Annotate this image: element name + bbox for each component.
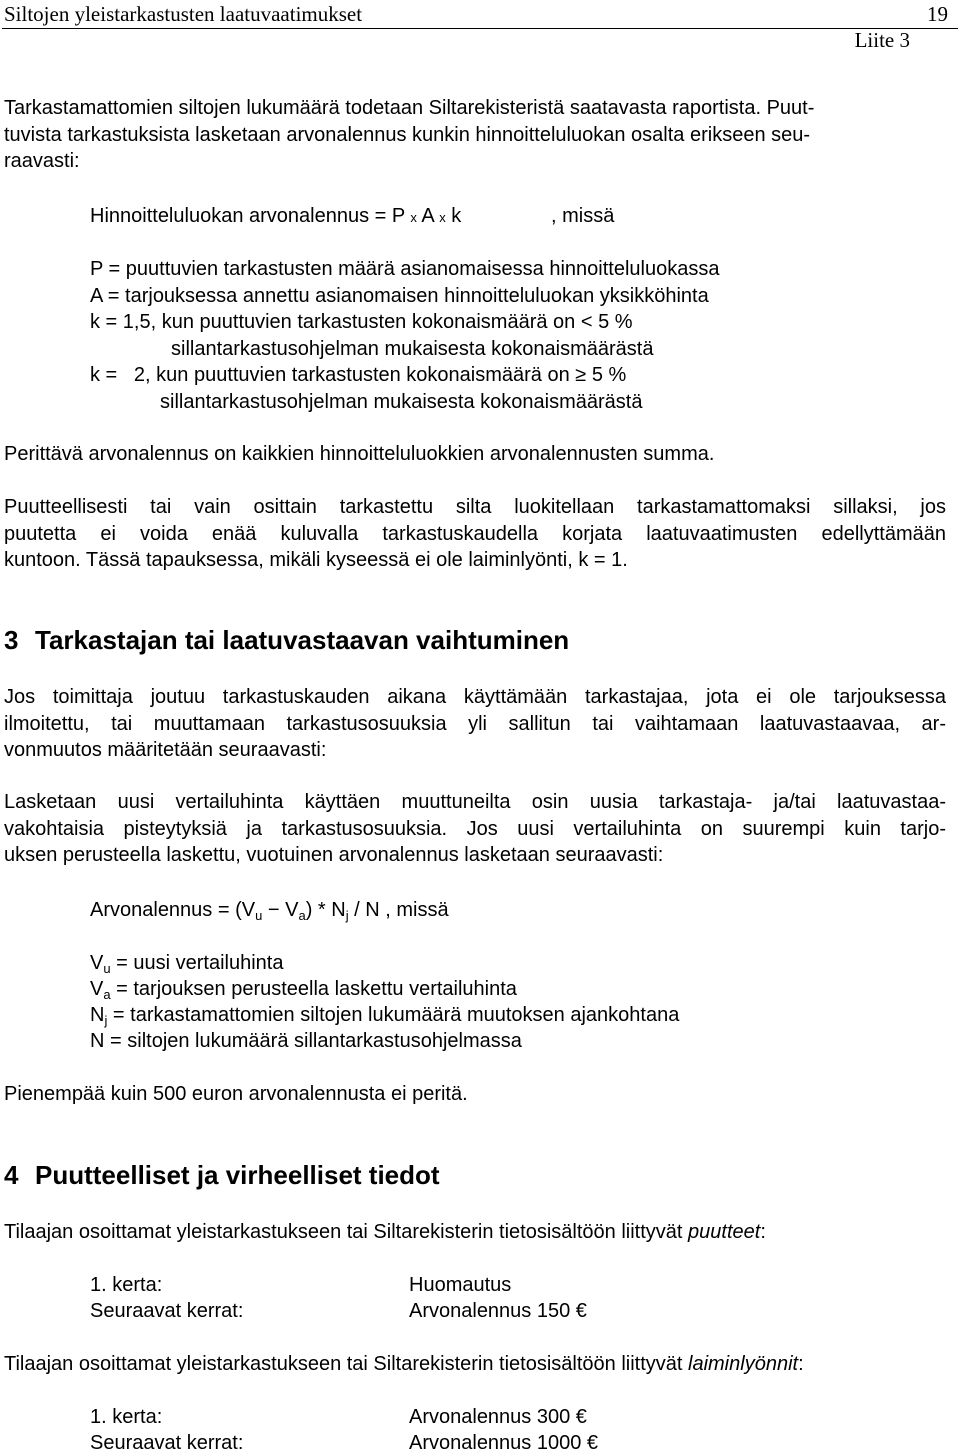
symbol: N — [90, 1030, 105, 1052]
formula-lhs: Hinnoitteluluokan arvonalennus = P — [90, 205, 405, 227]
shortcomings-when: 1. kerta: — [90, 1274, 163, 1296]
total-reduction-note: Perittävä arvonalennus on kaikkien hinnoitteluluokkien arvonalennusten summa. — [4, 443, 715, 465]
neglect-when: Seuraavat kerrat: — [90, 1432, 244, 1454]
neglect-action: Arvonalennus 300 € — [409, 1406, 587, 1428]
definition-va — [90, 976, 517, 1002]
section-number: 3 — [4, 625, 19, 655]
definition-nj — [90, 1002, 679, 1028]
intro-text: Tilaajan osoittamat yleistarkastukseen tai Siltarekisterin tietosisältöön liittyvät — [4, 1221, 689, 1243]
symbol: V — [90, 978, 104, 1000]
minimum-reduction-note: Pienempää kuin 500 euron arvonalennusta ei peritä. — [4, 1083, 468, 1105]
section-number: 4 — [4, 1160, 19, 1190]
emphasis-word: puutteet — [688, 1221, 761, 1243]
definition-n — [90, 1028, 522, 1054]
header-rule — [2, 28, 958, 29]
paragraph-line: ilmoitettu, tai muuttamaan tarkastusosuuksia yli sallitun tai vaihtamaan laatuvastaavaa, ar- — [4, 712, 946, 735]
neglect-action: Arvonalennus 1000 € — [409, 1432, 599, 1454]
subscript-u: u — [255, 908, 263, 923]
symbol: N — [90, 1004, 105, 1026]
paragraph-line: vakohtaisia pisteytyksiä ja tarkastusosuuksia. Jos uusi vertailuhinta on suurempi kuin tarjo- — [4, 817, 946, 840]
subscript-a: a — [298, 908, 306, 923]
paragraph-line: puutetta ei voida enää kuluvalla tarkastuskaudella korjata laatuvaatimusten edellyttämään — [4, 522, 946, 545]
definition-text: = siltojen lukumäärä sillantarkastusohjelmassa — [104, 1030, 522, 1052]
intro-text: Tilaajan osoittamat yleistarkastukseen tai Siltarekisterin tietosisältöön liittyvät — [4, 1353, 689, 1375]
intro-line: Tarkastamattomien siltojen lukumäärä todetaan Siltarekisteristä saatavasta raportista. Puut- — [4, 97, 815, 119]
section-4-heading — [4, 1159, 440, 1191]
shortcomings-intro — [4, 1219, 766, 1245]
shortcomings-action: Arvonalennus 150 € — [409, 1300, 587, 1322]
paragraph-line: uksen perusteella laskettu, vuotuinen arvonalennus lasketaan seuraavasti: — [4, 844, 664, 866]
appendix-label: Liite 3 — [854, 28, 910, 52]
paragraph-line: Puutteellisesti tai vain osittain tarkastettu silta luokitellaan tarkastamattomaksi sillaksi, jos — [4, 496, 946, 518]
formula-a: A — [421, 205, 434, 227]
definition-vu — [90, 950, 283, 976]
formula-part: / N , missä — [348, 899, 449, 921]
incomplete-inspection-paragraph — [4, 494, 946, 574]
definition-k-high-cont: sillantarkastusohjelman mukaisesta kokonaismäärästä — [160, 391, 643, 413]
formula-k: k — [451, 205, 462, 227]
symbol: V — [90, 952, 104, 974]
formula-part: Arvonalennus = (V — [90, 899, 256, 921]
paragraph-line: kuntoon. Tässä tapauksessa, mikäli kyseessä ei ole laiminlyönti, k = 1. — [4, 549, 628, 571]
definition-a: A = tarjouksessa annettu asianomaisen hinnoitteluluokan yksikköhinta — [90, 285, 709, 307]
intro-line: raavasti: — [4, 150, 80, 172]
intro-paragraph — [4, 95, 946, 175]
section-3-paragraph-1 — [4, 684, 946, 764]
subscript: a — [103, 987, 111, 1002]
section-title: Tarkastajan tai laatuvastaavan vaihtuminen — [35, 625, 570, 655]
formula-part: ) * N — [305, 899, 346, 921]
running-header-title: Siltojen yleistarkastusten laatuvaatimukset — [4, 2, 363, 26]
paragraph-line: Lasketaan uusi vertailuhinta käyttäen muuttuneilta osin uusia tarkastaja- ja/tai laatuvastaa- — [4, 791, 946, 813]
section-3-paragraph-2 — [4, 789, 946, 869]
paragraph-line: vonmuutos määritetään seuraavasti: — [4, 739, 327, 761]
paragraph-line: Jos toimittaja joutuu tarkastuskauden aikana käyttämään tarkastajaa, jota ei ole tarjouksessa — [4, 686, 946, 708]
shortcomings-action: Huomautus — [409, 1274, 512, 1296]
definition-p: P = puuttuvien tarkastusten määrä asianomaisessa hinnoitteluluokassa — [90, 258, 720, 280]
subscript-j: j — [345, 908, 349, 923]
colon: : — [798, 1353, 804, 1375]
subscript: u — [103, 961, 111, 976]
neglect-when: 1. kerta: — [90, 1406, 163, 1428]
subscript: j — [104, 1013, 108, 1028]
times-sign: x — [439, 210, 446, 225]
section-title: Puutteelliset ja virheelliset tiedot — [35, 1160, 440, 1190]
price-class-formula — [90, 203, 461, 231]
definition-text: = tarjouksen perusteella laskettu vertailuhinta — [110, 978, 517, 1000]
formula-part: − V — [262, 899, 299, 921]
definition-text: = tarkastamattomien siltojen lukumäärä muutoksen ajankohtana — [107, 1004, 680, 1026]
reduction-formula — [90, 897, 449, 923]
section-3-heading — [4, 624, 569, 656]
intro-line: tuvista tarkastuksista lasketaan arvonalennus kunkin hinnoitteluluokan osalta erikseen seu- — [4, 123, 811, 146]
emphasis-word: laiminlyönnit — [688, 1353, 799, 1375]
definition-k-high: k = 2, kun puuttuvien tarkastusten kokonaismäärä on ≥ 5 % — [90, 364, 627, 386]
formula-where: , missä — [551, 205, 615, 227]
page-number: 19 — [927, 2, 948, 26]
times-sign: x — [410, 210, 417, 225]
definition-text: = uusi vertailuhinta — [110, 952, 284, 974]
shortcomings-when: Seuraavat kerrat: — [90, 1300, 244, 1322]
definition-k-low: k = 1,5, kun puuttuvien tarkastusten kokonaismäärä on < 5 % — [90, 311, 633, 333]
definition-k-low-cont: sillantarkastusohjelman mukaisesta kokonaismäärästä — [171, 338, 654, 360]
neglect-intro — [4, 1351, 804, 1377]
colon: : — [760, 1221, 766, 1243]
